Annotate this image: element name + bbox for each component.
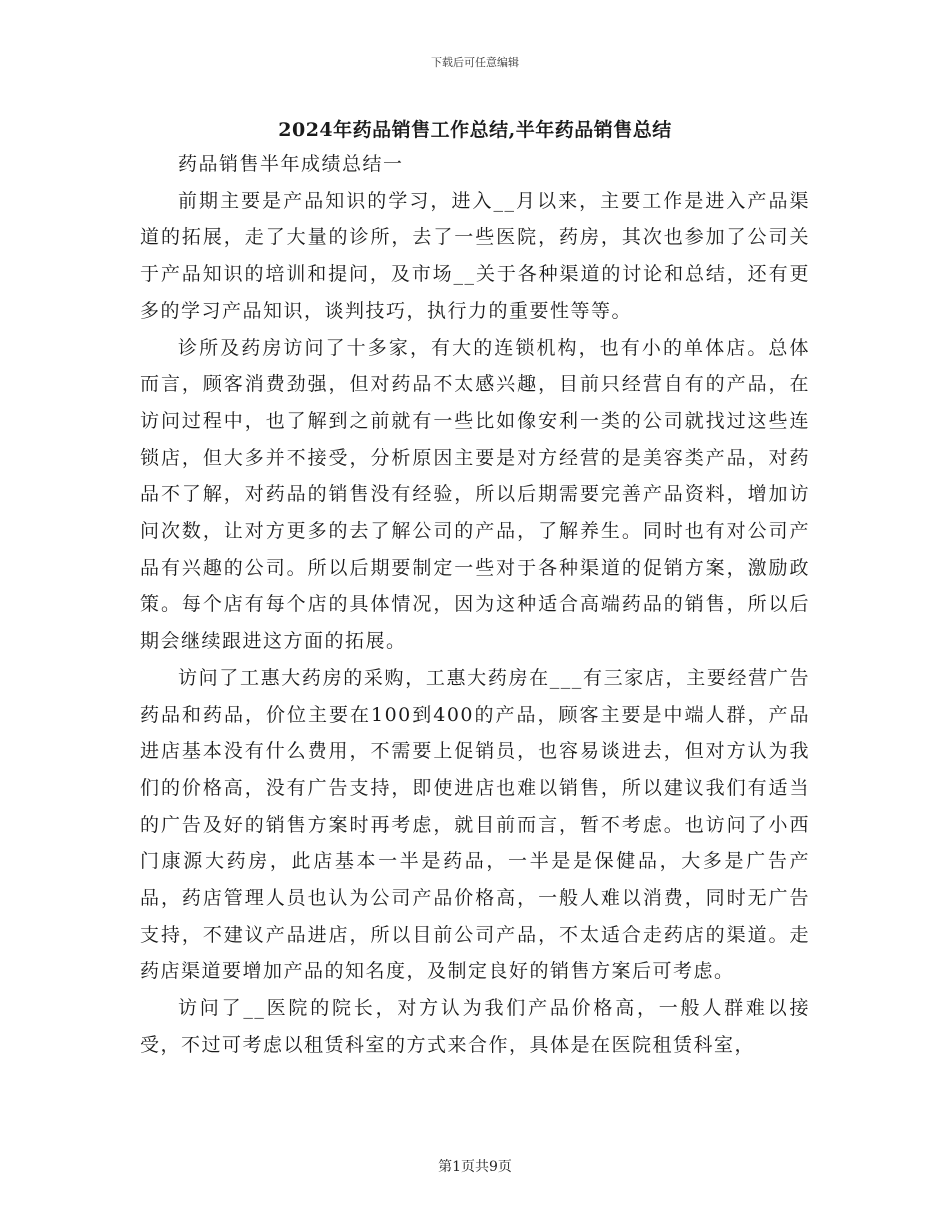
body-paragraph: 诊所及药房访问了十多家，有大的连锁机构，也有小的单体店。总体而言，顾客消费劲强，但对药品不太感兴趣，目前只经营自有的产品，在访问过程中，也了解到之前就有一些比如像安利一类的公司就找过这些连锁店，但大多并不接受，分析原因主要是对方经营的是美容类产品，对药品不了解，对药品的销售没有经验，所以后期需要完善产品资料，增加访问次数，让对方更多的去了解公司的产品，了解养生。同时也有对公司产品有兴趣的公司。所以后期要制定一些对于各种渠道的促销方案，激励政策。每个店有每个店的具体情况，因为这种适合高端药品的销售，所以后期会继续跟进这方面的拓展。: [140, 336, 810, 653]
document-title: 2024年药品销售工作总结,半年药品销售总结: [278, 119, 672, 141]
page-number: 第1页共9页: [438, 1159, 512, 1175]
body-paragraph: 访问了__医院的院长，对方认为我们产品价格高，一般人群难以接受，不过可考虑以租赁科室的方式来合作，具体是在医院租赁科室，: [140, 997, 810, 1056]
document-body: [140, 146, 810, 1064]
page-header-note: 下载后可任意编辑: [431, 56, 519, 69]
body-paragraph: 访问了工惠大药房的采购，工惠大药房在___有三家店，主要经营广告药品和药品，价位主要在100到400的产品，顾客主要是中端人群，产品进店基本没有什么费用，不需要上促销员，也容易谈进去，但对方认为我们的价格高，没有广告支持，即使进店也难以销售，所以建议我们有适当的广告及好的销售方案时再考虑，就目前而言，暂不考虑。也访问了小西门康源大药房，此店基本一半是药品，一半是是保健品，大多是广告产品，药店管理人员也认为公司产品价格高，一般人难以消费，同时无广告支持，不建议产品进店，所以目前公司产品，不太适合走药店的渠道。走药店渠道要增加产品的知名度，及制定良好的销售方案后可考虑。: [140, 666, 810, 983]
section-heading: 药品销售半年成绩总结一: [178, 153, 404, 175]
body-paragraph: 前期主要是产品知识的学习，进入__月以来，主要工作是进入产品渠道的拓展，走了大量的诊所，去了一些医院，药房，其次也参加了公司关于产品知识的培训和提问，及市场__关于各种渠道的讨论和总结，还有更多的学习产品知识，谈判技巧，执行力的重要性等等。: [140, 189, 810, 322]
